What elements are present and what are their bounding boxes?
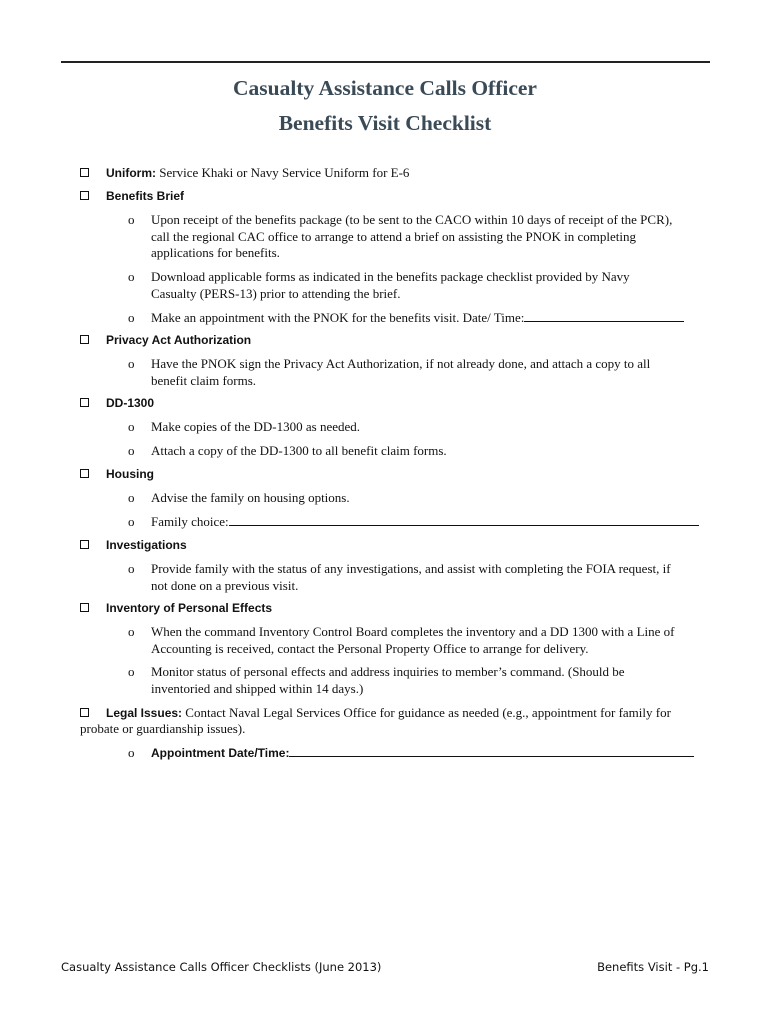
- item-text: Accounting is received, contact the Personal Property Office to arrange for delivery.: [151, 640, 589, 656]
- benefits-brief-heading: Benefits Brief: [106, 189, 185, 203]
- bullet-icon: o: [128, 356, 135, 371]
- item-text: Attach a copy of the DD-1300 to all benefit claim forms.: [151, 443, 447, 458]
- item-text: Provide family with the status of any investigations, and assist with completing the FOIA request, if: [151, 561, 671, 576]
- legal-continuation: [80, 721, 710, 738]
- item-text: inventoried and shipped within 14 days.): [151, 680, 364, 696]
- checkbox-icon[interactable]: [80, 398, 89, 407]
- item-text: Family choice:: [151, 514, 229, 529]
- item-text: probate or guardianship issues).: [80, 721, 246, 736]
- item-text: Download applicable forms as indicated in the benefits package checklist provided by Navy: [151, 269, 630, 284]
- bullet-icon: o: [128, 561, 135, 576]
- checkbox-icon[interactable]: [80, 603, 89, 612]
- item-text: benefit claim forms.: [151, 372, 257, 388]
- item-text: applications for benefits.: [151, 245, 280, 260]
- item-text: not done on a previous visit.: [151, 577, 299, 593]
- bullet-icon: o: [128, 745, 135, 760]
- footer-right: Benefits Visit - Pg.1: [597, 960, 709, 974]
- bullet-icon: o: [128, 624, 135, 639]
- legal-label: Legal Issues:: [106, 706, 183, 720]
- item-text: Advise the family on housing options.: [151, 490, 350, 505]
- top-rule: [61, 61, 710, 63]
- item-text: call the regional CAC office to arrange to attend a brief on assisting the PNOK in completing: [151, 228, 636, 244]
- date-time-field[interactable]: [524, 310, 684, 322]
- family-choice-field[interactable]: [229, 514, 699, 526]
- bullet-icon: o: [128, 269, 135, 284]
- bullet-icon: o: [128, 212, 135, 227]
- item-text: Have the PNOK sign the Privacy Act Authorization, if not already done, and attach a copy to all: [151, 356, 651, 371]
- checkbox-icon[interactable]: [80, 469, 89, 478]
- footer-left: Casualty Assistance Calls Officer Checklists (June 2013): [61, 960, 382, 974]
- dd1300-heading: DD-1300: [106, 396, 155, 410]
- item-text: When the command Inventory Control Board completes the inventory and a DD 1300 with a Line of: [151, 624, 675, 639]
- bullet-icon: o: [128, 443, 135, 458]
- checkbox-icon[interactable]: [80, 168, 89, 177]
- bullet-icon: o: [128, 514, 135, 529]
- item-text: Monitor status of personal effects and address inquiries to member’s command. (Should be: [151, 664, 625, 679]
- legal-text: Contact Naval Legal Services Office for guidance as needed (e.g., appointment for family for: [182, 705, 671, 720]
- checkbox-icon[interactable]: [80, 191, 89, 200]
- bullet-icon: o: [128, 664, 135, 679]
- item-text: Make an appointment with the PNOK for the benefits visit. Date/ Time:: [151, 310, 525, 325]
- housing-heading: Housing: [106, 467, 154, 481]
- item-text: Upon receipt of the benefits package (to be sent to the CACO within 10 days of receipt of the PCR),: [151, 212, 673, 227]
- inventory-heading: Inventory of Personal Effects: [106, 601, 273, 615]
- investigations-heading: Investigations: [106, 538, 187, 552]
- item-text: Make copies of the DD-1300 as needed.: [151, 419, 361, 434]
- page-title: Casualty Assistance Calls Officer: [233, 76, 537, 100]
- privacy-heading: Privacy Act Authorization: [106, 333, 252, 347]
- bullet-icon: o: [128, 419, 135, 434]
- appointment-label: Appointment Date/Time:: [151, 746, 290, 760]
- bullet-icon: o: [128, 490, 135, 505]
- checkbox-icon[interactable]: [80, 540, 89, 549]
- uniform-label: Uniform:: [106, 166, 156, 180]
- item-text: Casualty (PERS-13) prior to attending the brief.: [151, 285, 401, 301]
- bullet-icon: o: [128, 310, 135, 325]
- checkbox-icon[interactable]: [80, 708, 89, 717]
- appointment-field[interactable]: [289, 745, 694, 757]
- uniform-text: Service Khaki or Navy Service Uniform for E-6: [156, 165, 410, 180]
- checkbox-icon[interactable]: [80, 335, 89, 344]
- page-subtitle: Benefits Visit Checklist: [278, 111, 492, 135]
